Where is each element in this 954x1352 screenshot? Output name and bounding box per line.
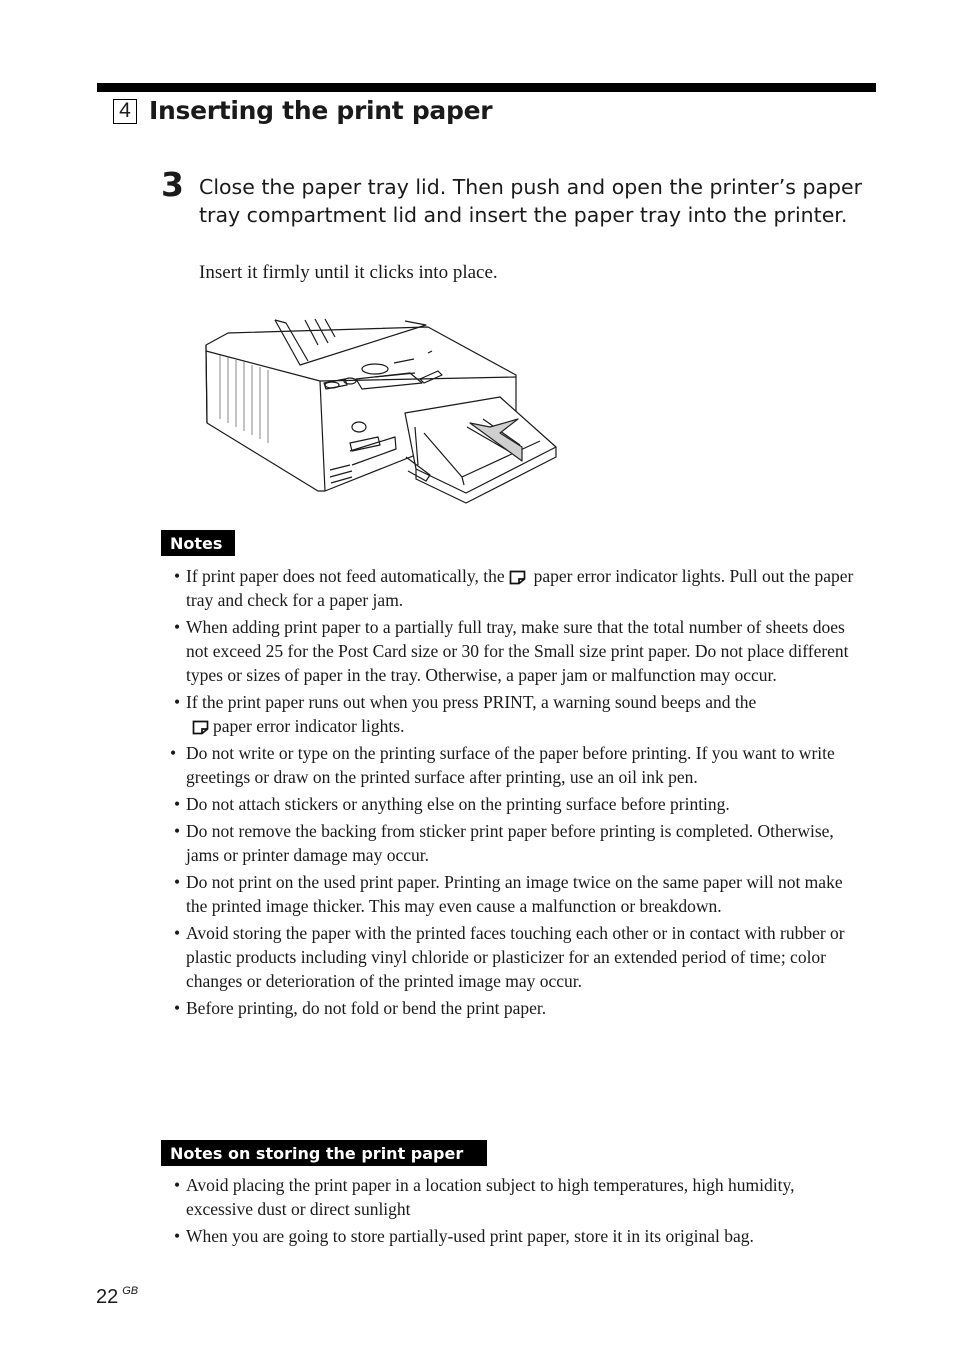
note-text-after: paper error indicator lights. Pull out the paper tray and check for a paper jam. <box>186 566 854 610</box>
printer-illustration <box>200 315 562 505</box>
region-code: GB <box>122 1285 139 1297</box>
section-number-box: 4 <box>113 99 137 124</box>
list-item: • Before printing, do not fold or bend the print paper. <box>170 996 862 1020</box>
list-item: • When adding print paper to a partially full tray, make sure that the total number of sheets does not exceed 25 for the Post Card size or 30 for the Small size print paper. Do not place different types or sizes of paper in the tray. Otherwise, a paper jam or malfunction may occur. <box>170 615 862 687</box>
page-footer <box>96 1279 138 1309</box>
storage-notes-heading: Notes on storing the print paper <box>161 1140 487 1166</box>
note-text-before: If the print paper runs out when you press PRINT, a warning sound beeps and the <box>186 692 757 712</box>
list-item: • Avoid storing the paper with the printed faces touching each other or in contact with rubber or plastic products including vinyl chloride or plasticizer for an extended period of time; color changes or deterioration of the printed image may occur. <box>170 921 862 993</box>
step-number: 3 <box>161 165 184 204</box>
list-item: • Avoid placing the print paper in a location subject to high temperatures, high humidity, excessive dust or direct sunlight <box>170 1173 862 1221</box>
paper-error-icon <box>509 570 526 585</box>
step-instruction: Close the paper tray lid. Then push and open the printer’s paper tray compartment lid and insert the paper tray into the printer. <box>199 175 863 227</box>
list-item <box>170 564 862 612</box>
notes-heading: Notes <box>161 530 235 556</box>
storage-notes-list <box>170 1173 862 1251</box>
step-detail: Insert it firmly until it clicks into place. <box>199 262 498 283</box>
list-item: • When you are going to store partially-used print paper, store it in its original bag. <box>170 1224 862 1248</box>
list-item: • Do not write or type on the printing surface of the paper before printing. If you want to write greetings or draw on the printed surface after printing, use an oil ink pen. <box>170 741 862 789</box>
page-number: 22 <box>96 1286 119 1308</box>
notes-list <box>170 564 862 1023</box>
paper-error-icon <box>192 720 209 735</box>
list-item: • Do not attach stickers or anything else on the printing surface before printing. <box>170 792 862 816</box>
section-title: Inserting the print paper <box>149 96 493 125</box>
list-item <box>170 690 862 738</box>
top-rule <box>97 83 876 92</box>
list-item: • Do not print on the used print paper. Printing an image twice on the same paper will not make the printed image thicker. This may even cause a malfunction or breakdown. <box>170 870 862 918</box>
note-text-after: paper error indicator lights. <box>213 716 405 736</box>
note-text-before: If print paper does not feed automatically, the <box>186 566 505 586</box>
list-item: • Do not remove the backing from sticker print paper before printing is completed. Otherwise, jams or printer damage may occur. <box>170 819 862 867</box>
